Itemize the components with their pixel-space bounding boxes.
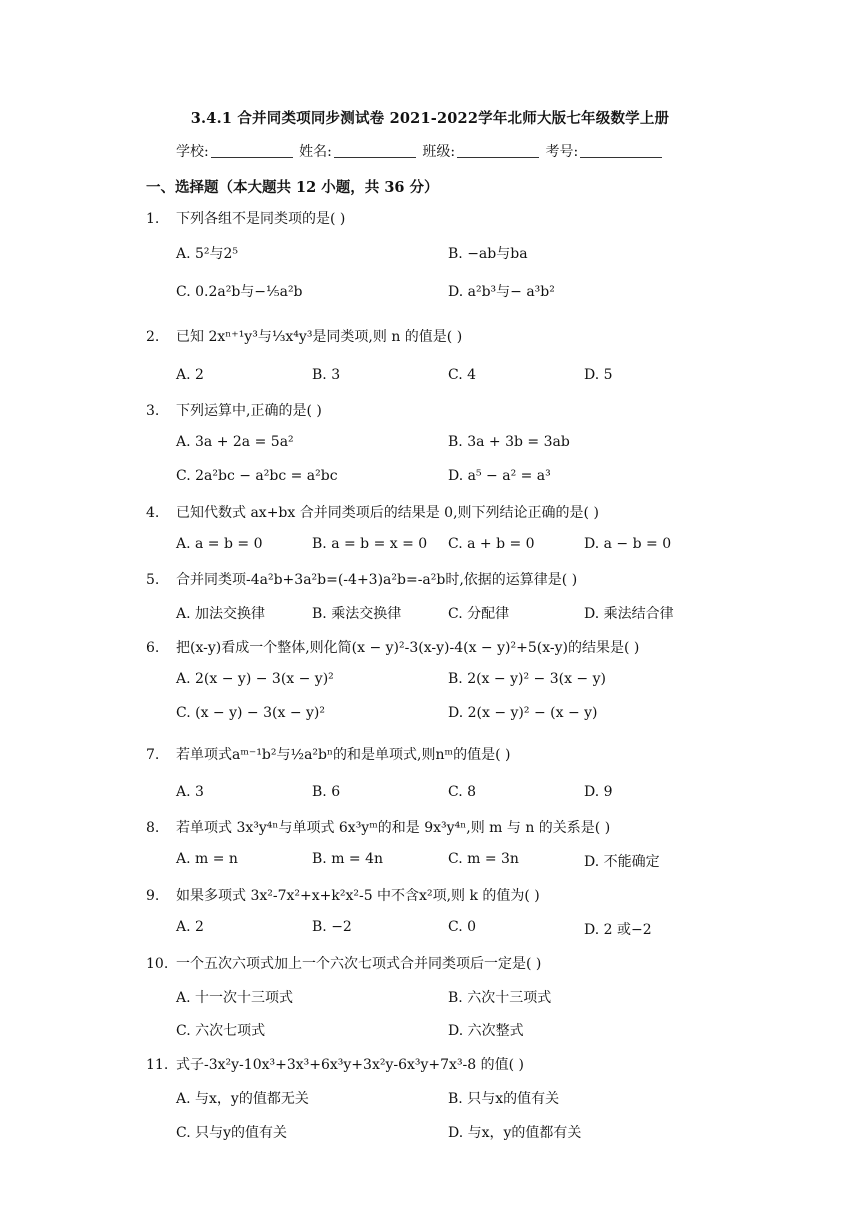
q7-option-c: C. 8 [448, 784, 477, 800]
question-11: 11. 式子-3x²y-10x³+3x³+6x³y+3x²y-6x³y+7x³-8 的值( ) [146, 1057, 525, 1073]
q11-option-d: D. 与x，y的值都有关 [448, 1125, 582, 1141]
question-8: 8. 若单项式 3x³y⁴ⁿ与单项式 6x³yᵐ的和是 9x³y⁴ⁿ,则 m 与 n 的关系是( ) [146, 820, 611, 836]
name-blank [334, 143, 416, 158]
question-6: 6. 把(x-y)看成一个整体,则化简(x − y)²-3(x-y)-4(x − y)²+5(x-y)的结果是( ) [146, 640, 640, 656]
q4-option-a: A. a = b = 0 [176, 536, 263, 552]
q8-option-d: D. 不能确定 [584, 854, 660, 870]
q1-option-d: D. a²b³与− a³b² [448, 284, 555, 300]
q4-option-d: D. a − b = 0 [584, 536, 672, 552]
question-4: 4. 已知代数式 ax+bx 合并同类项后的结果是 0,则下列结论正确的是( ) [146, 505, 599, 521]
q9-option-d: D. 2 或−2 [584, 922, 652, 938]
q5-option-d: D. 乘法结合律 [584, 606, 674, 622]
q1-option-a: A. 5²与2⁵ [176, 246, 239, 262]
q4-option-b: B. a = b = x = 0 [312, 536, 428, 552]
q3-option-a: A. 3a + 2a = 5a² [176, 434, 294, 450]
q3-option-c: C. 2a²bc − a²bc = a²bc [176, 468, 338, 484]
q7-option-b: B. 6 [312, 784, 341, 800]
q10-option-a: A. 十一次十三项式 [176, 990, 294, 1006]
q4-option-c: C. a + b = 0 [448, 536, 535, 552]
question-10: 10. 一个五次六项式加上一个六次七项式合并同类项后一定是( ) [146, 956, 542, 972]
question-7: 7. 若单项式aᵐ⁻¹b²与½a²bⁿ的和是单项式,则nᵐ的值是( ) [146, 747, 511, 763]
q2-option-b: B. 3 [312, 367, 341, 383]
q5-option-c: C. 分配律 [448, 606, 510, 622]
exam-no-blank [580, 143, 662, 158]
q1-option-b: B. −ab与ba [448, 246, 528, 262]
q9-option-b: B. −2 [312, 919, 352, 935]
q7-option-d: D. 9 [584, 784, 613, 800]
q2-option-c: C. 4 [448, 367, 477, 383]
name-label: 姓名: [299, 144, 332, 160]
q10-option-c: C. 六次七项式 [176, 1023, 266, 1039]
q9-option-a: A. 2 [176, 919, 204, 935]
q9-option-c: C. 0 [448, 919, 477, 935]
q2-option-a: A. 2 [176, 367, 204, 383]
school-label: 学校: [176, 144, 209, 160]
student-info-line [176, 141, 664, 161]
q10-option-d: D. 六次整式 [448, 1023, 524, 1039]
question-9: 9. 如果多项式 3x²-7x²+x+k²x²-5 中不含x²项,则 k 的值为( ) [146, 888, 540, 904]
q2-option-d: D. 5 [584, 367, 613, 383]
q8-option-b: B. m = 4n [312, 851, 384, 867]
q6-option-c: C. (x − y) − 3(x − y)² [176, 705, 325, 721]
class-label: 班级: [422, 144, 456, 160]
q6-option-d: D. 2(x − y)² − (x − y) [448, 705, 598, 721]
q3-option-d: D. a⁵ − a² = a³ [448, 468, 551, 484]
q11-option-a: A. 与x，y的值都无关 [176, 1091, 309, 1107]
question-5: 5. 合并同类项-4a²b+3a²b=(-4+3)a²b=-a²b时,依据的运算律是( ) [146, 572, 578, 588]
page-title: 3.4.1 合并同类项同步测试卷 2021-2022学年北师大版七年级数学上册 [190, 110, 670, 127]
q11-option-b: B. 只与x的值有关 [448, 1091, 560, 1107]
school-blank [211, 143, 293, 158]
q10-option-b: B. 六次十三项式 [448, 990, 552, 1006]
question-1: 1. 下列各组不是同类项的是( ) [146, 211, 346, 227]
q8-option-a: A. m = n [176, 851, 238, 867]
section-heading: 一、选择题（本大题共 12 小题，共 36 分） [146, 179, 439, 196]
exam-no-label: 考号: [545, 144, 579, 160]
q5-option-b: B. 乘法交换律 [312, 606, 402, 622]
q1-option-c: C. 0.2a²b与−⅕a²b [176, 284, 303, 300]
q7-option-a: A. 3 [176, 784, 204, 800]
q6-option-b: B. 2(x − y)² − 3(x − y) [448, 671, 606, 687]
q11-option-c: C. 只与y的值有关 [176, 1125, 288, 1141]
q3-option-b: B. 3a + 3b = 3ab [448, 434, 570, 450]
class-blank [457, 143, 539, 158]
question-2: 2. 已知 2xⁿ⁺¹y³与⅓x⁴y³是同类项,则 n 的值是( ) [146, 329, 463, 345]
question-3: 3. 下列运算中,正确的是( ) [146, 403, 322, 419]
q6-option-a: A. 2(x − y) − 3(x − y)² [176, 671, 334, 687]
q8-option-c: C. m = 3n [448, 851, 519, 867]
q5-option-a: A. 加法交换律 [176, 606, 266, 622]
